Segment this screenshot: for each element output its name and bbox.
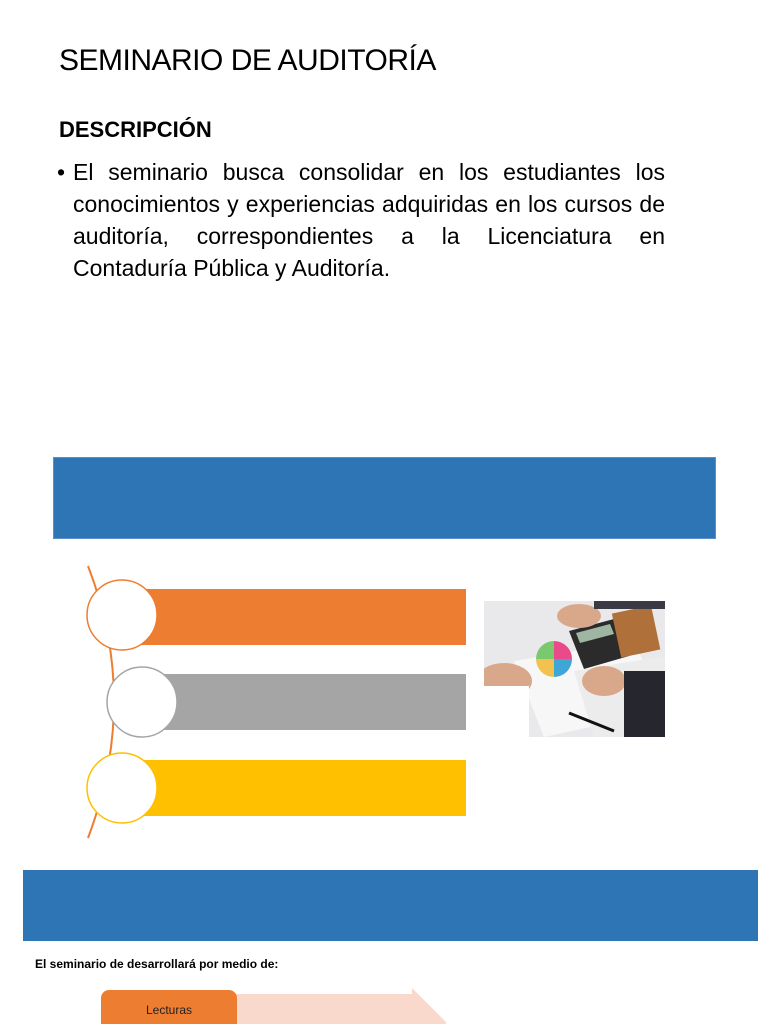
list-bar-gray <box>140 674 466 730</box>
list-bar-orange <box>116 589 466 645</box>
blue-band-bottom <box>23 870 758 941</box>
list-circle-3 <box>87 753 157 823</box>
accounting-photo <box>484 601 665 737</box>
description-text: El seminario busca consolidar en los estudiantes los conocimientos y experiencias adquiridas en los cursos de auditoría, correspondientes a la Licenciatura en Contaduría Pública y Auditoría. <box>73 159 665 281</box>
list-circle-2 <box>107 667 177 737</box>
description-bullet <box>57 156 665 284</box>
process-arrow <box>230 988 450 1024</box>
list-bar-gold <box>116 760 466 816</box>
process-step-1 <box>101 990 237 1024</box>
bullet-icon: • <box>57 159 66 185</box>
method-caption: El seminario de desarrollará por medio de: <box>35 957 279 971</box>
blue-band-top <box>53 457 716 539</box>
page-title: SEMINARIO DE AUDITORÍA <box>59 44 436 77</box>
vertical-circle-list <box>80 560 480 850</box>
list-circle-1 <box>87 580 157 650</box>
section-heading: DESCRIPCIÓN <box>59 117 212 142</box>
process-step-1-label: Lecturas <box>145 1003 193 1017</box>
